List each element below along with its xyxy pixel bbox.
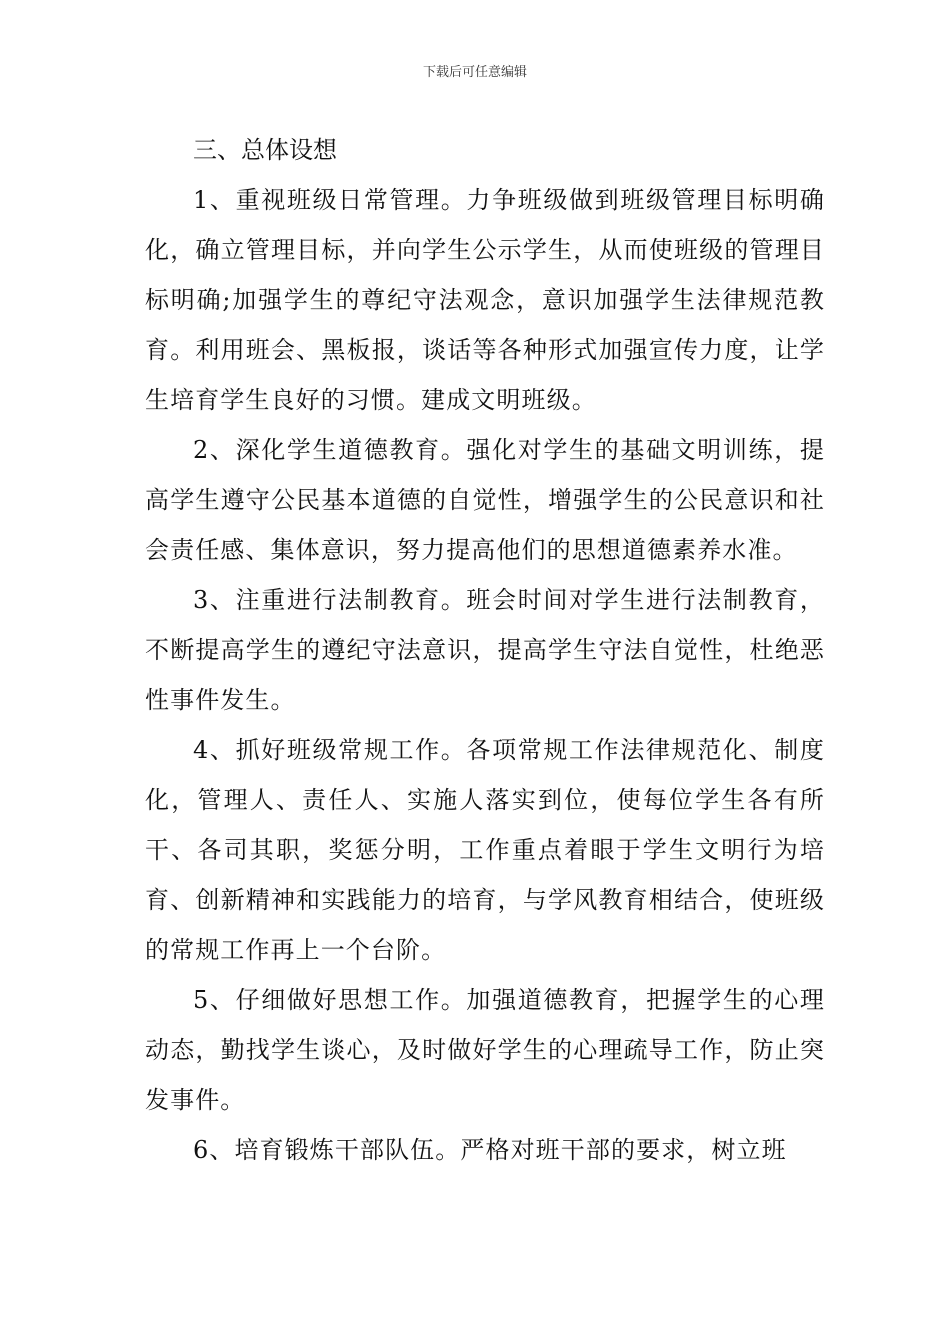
paragraph-2: 2、深化学生道德教育。强化对学生的基础文明训练，提高学生遵守公民基本道德的自觉性，增强学生的公民意识和社会责任感、集体意识，努力提高他们的思想道德素养水准。 [145,436,825,564]
paragraph-1: 1、重视班级日常管理。力争班级做到班级管理目标明确化，确立管理目标，并向学生公示学生，从而使班级的管理目标明确;加强学生的尊纪守法观念，意识加强学生法律规范教育。利用班会、黑板报，谈话等各种形式加强宣传力度，让学生培育学生良好的习惯。建成文明班级。 [145,186,825,414]
paragraph-4: 4、抓好班级常规工作。各项常规工作法律规范化、制度化，管理人、责任人、实施人落实到位，使每位学生各有所干、各司其职，奖惩分明，工作重点着眼于学生文明行为培育、创新精神和实践能力的培育，与学风教育相结合，使班级的常规工作再上一个台阶。 [145,736,825,964]
paragraph-6: 6、培育锻炼干部队伍。严格对班干部的要求，树立班 [193,1136,787,1164]
paragraph-5: 5、仔细做好思想工作。加强道德教育，把握学生的心理动态，勤找学生谈心，及时做好学生的心理疏导工作，防止突发事件。 [145,986,825,1114]
paragraph-3: 3、注重进行法制教育。班会时间对学生进行法制教育，不断提高学生的遵纪守法意识，提高学生守法自觉性，杜绝恶性事件发生。 [145,586,825,714]
section-title: 三、总体设想 [193,136,337,164]
page-header: 下载后可任意编辑 [422,65,527,80]
document-body [145,125,825,1175]
